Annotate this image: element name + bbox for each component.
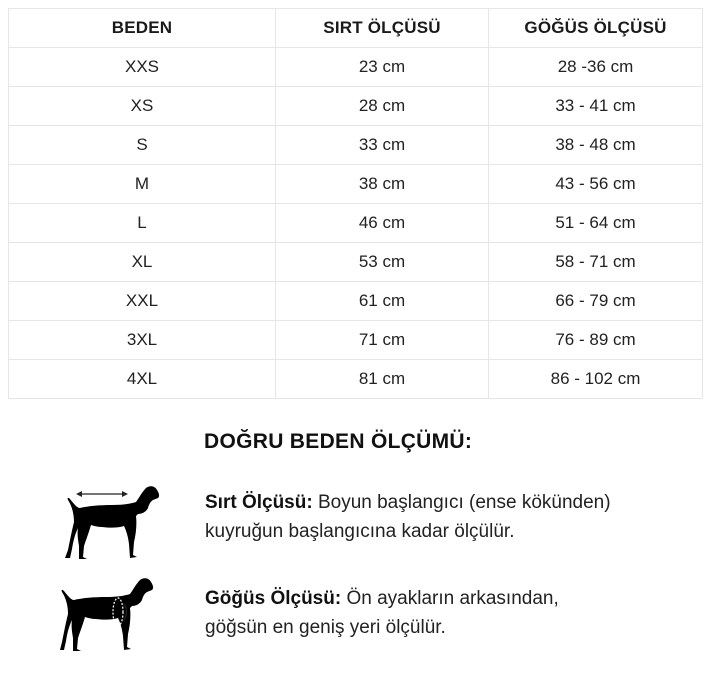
size-chart-table — [8, 8, 703, 399]
cell-chest: 86 - 102 cm — [489, 360, 703, 399]
table-row — [9, 204, 703, 243]
back-measure-line1: Boyun başlangıcı (ense kökünden) — [312, 492, 611, 513]
cell-chest: 58 - 71 cm — [489, 243, 703, 282]
cell-back: 28 cm — [276, 87, 489, 126]
cell-chest: 28 -36 cm — [489, 48, 703, 87]
cell-size: XS — [9, 87, 276, 126]
cell-chest: 76 - 89 cm — [489, 321, 703, 360]
chest-measure-line2: göğsün en geniş yeri ölçülür. — [205, 617, 446, 638]
cell-size: XXL — [9, 282, 276, 321]
cell-back: 81 cm — [276, 360, 489, 399]
cell-size: M — [9, 165, 276, 204]
cell-size: XXS — [9, 48, 276, 87]
cell-chest: 43 - 56 cm — [489, 165, 703, 204]
cell-chest: 51 - 64 cm — [489, 204, 703, 243]
chest-measure-label: Göğüs Ölçüsü: — [205, 588, 342, 609]
cell-size: L — [9, 204, 276, 243]
dog-back-measure-icon — [60, 480, 164, 564]
back-measure-text — [205, 488, 695, 546]
chest-measure-line1: Ön ayakların arkasından, — [341, 588, 559, 609]
cell-back: 33 cm — [276, 126, 489, 165]
cell-size: 4XL — [9, 360, 276, 399]
cell-size: XL — [9, 243, 276, 282]
table-row — [9, 321, 703, 360]
cell-back: 53 cm — [276, 243, 489, 282]
table-row — [9, 360, 703, 399]
cell-size: S — [9, 126, 276, 165]
cell-chest: 66 - 79 cm — [489, 282, 703, 321]
header-size: BEDEN — [9, 9, 276, 48]
chest-measure-text — [205, 584, 695, 642]
cell-size: 3XL — [9, 321, 276, 360]
table-header-row — [9, 9, 703, 48]
table-row — [9, 126, 703, 165]
cell-back: 61 cm — [276, 282, 489, 321]
table-row — [9, 87, 703, 126]
cell-back: 38 cm — [276, 165, 489, 204]
header-back-length: SIRT ÖLÇÜSÜ — [276, 9, 489, 48]
table-row — [9, 165, 703, 204]
back-measure-label: Sırt Ölçüsü: — [205, 492, 313, 513]
table-row — [9, 282, 703, 321]
cell-chest: 38 - 48 cm — [489, 126, 703, 165]
cell-chest: 33 - 41 cm — [489, 87, 703, 126]
cell-back: 71 cm — [276, 321, 489, 360]
back-measure-line2: kuyruğun başlangıcına kadar ölçülür. — [205, 521, 515, 542]
dog-chest-measure-icon — [60, 574, 164, 658]
table-row — [9, 243, 703, 282]
table-row — [9, 48, 703, 87]
cell-back: 46 cm — [276, 204, 489, 243]
measurement-guide-title: DOĞRU BEDEN ÖLÇÜMÜ: — [204, 430, 473, 453]
cell-back: 23 cm — [276, 48, 489, 87]
header-chest-girth: GÖĞÜS ÖLÇÜSÜ — [489, 9, 703, 48]
